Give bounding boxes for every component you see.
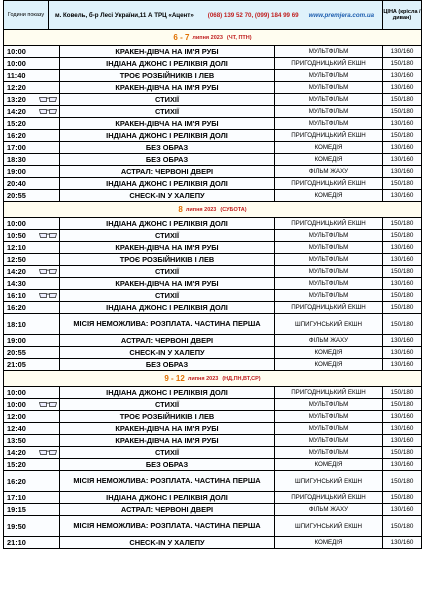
- date-header: [4, 202, 421, 218]
- 3d-glasses-icon: [39, 292, 57, 299]
- format-cell: [37, 46, 60, 57]
- 3d-glasses-icon: [39, 108, 57, 115]
- movie-title[interactable]: ТРОЄ РОЗБІЙНИКІВ І ЛЕВ: [60, 70, 275, 81]
- movie-genre: ФІЛЬМ ЖАХУ: [275, 335, 383, 346]
- movie-title[interactable]: КРАКЕН-ДІВЧА НА ІМ'Я РУБІ: [60, 278, 275, 289]
- showtime-row[interactable]: [4, 471, 421, 492]
- showtime-row[interactable]: [4, 242, 421, 254]
- showtime-row[interactable]: [4, 302, 421, 314]
- movie-title[interactable]: СТИХІЇ: [60, 230, 275, 241]
- showtime-row[interactable]: [4, 411, 421, 423]
- movie-title[interactable]: БЕЗ ОБРАЗ: [60, 142, 275, 153]
- movie-genre: ФІЛЬМ ЖАХУ: [275, 166, 383, 177]
- format-cell: [37, 411, 60, 422]
- showtime-time: 19:50: [7, 521, 26, 531]
- movie-genre: КОМЕДІЯ: [275, 190, 383, 201]
- ticket-price: 150/180: [390, 96, 414, 103]
- date-header: [4, 371, 421, 387]
- showtime-time: 14:20: [7, 267, 26, 276]
- showtime-row[interactable]: [4, 278, 421, 290]
- showtime-row[interactable]: [4, 516, 421, 537]
- showtime-row[interactable]: [4, 387, 421, 399]
- movie-genre: МУЛЬТФІЛЬМ: [275, 435, 383, 446]
- ticket-price: 130/160: [390, 168, 414, 175]
- movie-genre: КОМЕДІЯ: [275, 154, 383, 165]
- showtime-time: 11:40: [7, 71, 26, 80]
- schedule-page: [3, 0, 422, 549]
- showtime-list: [4, 46, 421, 202]
- cinema-info: [49, 1, 383, 29]
- format-cell: [37, 335, 60, 346]
- showtime-time: 19:15: [7, 505, 26, 514]
- format-cell: [37, 190, 60, 201]
- showtime-time: 10:00: [7, 219, 26, 228]
- movie-genre: МУЛЬТФІЛЬМ: [275, 242, 383, 253]
- movie-genre: ПРИГОДНИЦЬКИЙ ЕКШН: [275, 58, 383, 69]
- ticket-price: 130/160: [390, 437, 414, 444]
- showtime-row[interactable]: [4, 118, 421, 130]
- format-cell: [37, 314, 60, 334]
- movie-title[interactable]: БЕЗ ОБРАЗ: [60, 459, 275, 470]
- showtime-time: 14:20: [7, 107, 26, 116]
- movie-genre: МУЛЬТФІЛЬМ: [275, 106, 383, 117]
- ticket-price: 130/160: [390, 84, 414, 91]
- format-cell: [37, 154, 60, 165]
- movie-title[interactable]: МІСІЯ НЕМОЖЛИВА: РОЗПЛАТА. ЧАСТИНА ПЕРША: [60, 314, 275, 334]
- movie-title[interactable]: ІНДІАНА ДЖОНС І РЕЛІКВІЯ ДОЛІ: [60, 178, 275, 189]
- showtime-list: [4, 218, 421, 371]
- movie-genre: МУЛЬТФІЛЬМ: [275, 411, 383, 422]
- ticket-price: 130/160: [390, 413, 414, 420]
- showtime-time: 16:10: [7, 291, 26, 300]
- ticket-price: 150/180: [390, 401, 414, 408]
- showtime-time: 13:20: [7, 95, 26, 104]
- date-range: 9 - 12: [164, 374, 185, 383]
- showtime-time: 12:10: [7, 243, 26, 252]
- movie-title[interactable]: КРАКЕН-ДІВЧА НА ІМ'Я РУБІ: [60, 242, 275, 253]
- date-month: липня 2023: [187, 375, 219, 382]
- movie-genre: ШПИГУНСЬКИЙ ЕКШН: [275, 471, 383, 491]
- ticket-price: 130/160: [390, 349, 414, 356]
- showtime-time: 16:20: [7, 476, 26, 486]
- ticket-price: 130/160: [390, 156, 414, 163]
- showtime-time: 12:00: [7, 412, 26, 421]
- showtime-time: 10:00: [7, 59, 26, 68]
- movie-title[interactable]: ІНДІАНА ДЖОНС І РЕЛІКВІЯ ДОЛІ: [60, 130, 275, 141]
- showtime-row[interactable]: [4, 504, 421, 516]
- showtime-time: 14:30: [7, 279, 26, 288]
- ticket-price: 130/160: [390, 120, 414, 127]
- format-cell: [37, 178, 60, 189]
- format-cell: [37, 492, 60, 503]
- showtime-row[interactable]: [4, 190, 421, 202]
- date-section: [3, 30, 422, 202]
- showtime-row[interactable]: [4, 46, 421, 58]
- format-cell: [37, 302, 60, 313]
- showtime-row[interactable]: [4, 82, 421, 94]
- movie-genre: МУЛЬТФІЛЬМ: [275, 447, 383, 458]
- ticket-price: 130/160: [390, 361, 414, 368]
- movie-title[interactable]: CHECK-IN У ХАЛЕПУ: [60, 190, 275, 201]
- ticket-price: 150/180: [390, 292, 414, 299]
- showtime-row[interactable]: [4, 106, 421, 118]
- format-cell: [37, 278, 60, 289]
- showtime-time: 10:00: [7, 388, 26, 397]
- movie-genre: ШПИГУНСЬКИЙ ЕКШН: [275, 314, 383, 334]
- showtime-time: 16:20: [7, 131, 26, 140]
- ticket-price: 150/180: [390, 304, 414, 311]
- date-range: 8: [178, 205, 183, 214]
- showtime-row[interactable]: [4, 166, 421, 178]
- movie-title[interactable]: CHECK-IN У ХАЛЕПУ: [60, 537, 275, 548]
- showtime-row[interactable]: [4, 254, 421, 266]
- 3d-glasses-icon: [39, 268, 57, 275]
- movie-genre: МУЛЬТФІЛЬМ: [275, 399, 383, 410]
- movie-genre: МУЛЬТФІЛЬМ: [275, 266, 383, 277]
- format-cell: [37, 504, 60, 515]
- ticket-price: 130/160: [390, 461, 414, 468]
- ticket-price: 150/180: [390, 108, 414, 115]
- cinema-website[interactable]: www.premjera.com.ua: [308, 11, 375, 19]
- movie-title[interactable]: CHECK-IN У ХАЛЕПУ: [60, 347, 275, 358]
- format-cell: [37, 347, 60, 358]
- format-cell: [37, 142, 60, 153]
- ticket-price: 150/180: [390, 522, 414, 530]
- showtime-row[interactable]: [4, 435, 421, 447]
- date-header: [4, 30, 421, 46]
- movie-title[interactable]: ІНДІАНА ДЖОНС І РЕЛІКВІЯ ДОЛІ: [60, 58, 275, 69]
- showtime-row[interactable]: [4, 314, 421, 335]
- movie-genre: КОМЕДІЯ: [275, 359, 383, 370]
- showtime-row[interactable]: [4, 423, 421, 435]
- ticket-price: 130/160: [390, 192, 414, 199]
- schedule-body: [3, 30, 422, 549]
- showtime-row[interactable]: [4, 154, 421, 166]
- movie-title[interactable]: ТРОЄ РОЗБІЙНИКІВ І ЛЕВ: [60, 411, 275, 422]
- showtime-time: 12:40: [7, 424, 26, 433]
- showtime-row[interactable]: [4, 94, 421, 106]
- movie-genre: МУЛЬТФІЛЬМ: [275, 230, 383, 241]
- movie-title[interactable]: КРАКЕН-ДІВЧА НА ІМ'Я РУБІ: [60, 435, 275, 446]
- date-section: [3, 202, 422, 371]
- ticket-price: 150/180: [390, 389, 414, 396]
- format-cell: [37, 230, 60, 241]
- format-cell: [37, 387, 60, 398]
- format-cell: [37, 537, 60, 548]
- showtime-row[interactable]: [4, 70, 421, 82]
- movie-title[interactable]: СТИХІЇ: [60, 106, 275, 117]
- showtime-time: 17:00: [7, 143, 26, 152]
- movie-title[interactable]: КРАКЕН-ДІВЧА НА ІМ'Я РУБІ: [60, 118, 275, 129]
- movie-title[interactable]: АСТРАЛ: ЧЕРВОНІ ДВЕРІ: [60, 166, 275, 177]
- showtime-time: 15:20: [7, 119, 26, 128]
- movie-title[interactable]: СТИХІЇ: [60, 447, 275, 458]
- movie-genre: МУЛЬТФІЛЬМ: [275, 254, 383, 265]
- ticket-price: 150/180: [390, 494, 414, 501]
- movie-genre: ПРИГОДНИЦЬКИЙ ЕКШН: [275, 178, 383, 189]
- movie-title[interactable]: КРАКЕН-ДІВЧА НА ІМ'Я РУБІ: [60, 82, 275, 93]
- date-weekdays: (НД,ПН,ВТ,СР): [222, 375, 261, 382]
- ticket-price: 150/180: [390, 180, 414, 187]
- showtime-time: 10:00: [7, 47, 26, 56]
- date-weekdays: (ЧТ, ПТН): [226, 34, 252, 41]
- cinema-phones: (068) 139 52 70, (099) 184 99 69: [207, 11, 299, 19]
- showtime-row[interactable]: [4, 142, 421, 154]
- format-cell: [37, 516, 60, 536]
- ticket-price: 150/180: [390, 232, 414, 239]
- movie-title[interactable]: БЕЗ ОБРАЗ: [60, 359, 275, 370]
- movie-genre: ФІЛЬМ ЖАХУ: [275, 504, 383, 515]
- showtime-time: 21:10: [7, 538, 26, 547]
- showtime-row[interactable]: [4, 230, 421, 242]
- cinema-address: м. Ковель, б-р Лесі України,11 А ТРЦ «Ацент»: [55, 11, 194, 19]
- movie-title[interactable]: КРАКЕН-ДІВЧА НА ІМ'Я РУБІ: [60, 423, 275, 434]
- movie-genre: ПРИГОДНИЦЬКИЙ ЕКШН: [275, 218, 383, 229]
- movie-genre: ПРИГОДНИЦЬКИЙ ЕКШН: [275, 302, 383, 313]
- movie-genre: МУЛЬТФІЛЬМ: [275, 423, 383, 434]
- 3d-glasses-icon: [39, 449, 57, 456]
- showtime-time: 16:20: [7, 303, 26, 312]
- showtime-time: 17:10: [7, 493, 26, 502]
- movie-title[interactable]: ІНДІАНА ДЖОНС І РЕЛІКВІЯ ДОЛІ: [60, 302, 275, 313]
- showtime-time: 15:20: [7, 460, 26, 469]
- showtime-row[interactable]: [4, 266, 421, 278]
- showtime-row[interactable]: [4, 290, 421, 302]
- movie-genre: МУЛЬТФІЛЬМ: [275, 278, 383, 289]
- movie-title[interactable]: БЕЗ ОБРАЗ: [60, 154, 275, 165]
- format-cell: [37, 106, 60, 117]
- format-cell: [37, 471, 60, 491]
- date-month: липня 2023: [192, 34, 223, 41]
- ticket-price: 150/180: [390, 60, 414, 67]
- movie-genre: МУЛЬТФІЛЬМ: [275, 290, 383, 301]
- showtime-row[interactable]: [4, 359, 421, 371]
- format-cell: [37, 359, 60, 370]
- date-section: [3, 371, 422, 549]
- showtime-row[interactable]: [4, 537, 421, 549]
- format-cell: [37, 118, 60, 129]
- movie-genre: ШПИГУНСЬКИЙ ЕКШН: [275, 516, 383, 536]
- schedule-header: [3, 0, 422, 30]
- movie-genre: ПРИГОДНИЦЬКИЙ ЕКШН: [275, 387, 383, 398]
- ticket-price: 130/160: [390, 48, 414, 55]
- movie-title[interactable]: ІНДІАНА ДЖОНС І РЕЛІКВІЯ ДОЛІ: [60, 218, 275, 229]
- showtime-row[interactable]: [4, 347, 421, 359]
- 3d-glasses-icon: [39, 401, 57, 408]
- format-cell: [37, 290, 60, 301]
- movie-title[interactable]: МІСІЯ НЕМОЖЛИВА: РОЗПЛАТА. ЧАСТИНА ПЕРША: [60, 471, 275, 491]
- showtime-row[interactable]: [4, 447, 421, 459]
- movie-genre: МУЛЬТФІЛЬМ: [275, 118, 383, 129]
- movie-title[interactable]: МІСІЯ НЕМОЖЛИВА: РОЗПЛАТА. ЧАСТИНА ПЕРША: [60, 516, 275, 536]
- ticket-price: 150/180: [390, 449, 414, 456]
- date-weekdays: (СУБОТА): [220, 206, 247, 213]
- showtime-row[interactable]: [4, 492, 421, 504]
- movie-genre: МУЛЬТФІЛЬМ: [275, 70, 383, 81]
- format-cell: [37, 254, 60, 265]
- showtime-time: 19:00: [7, 167, 26, 176]
- 3d-glasses-icon: [39, 232, 57, 239]
- ticket-price: 150/180: [390, 220, 414, 227]
- price-column-header: ЦІНА (крісла / диван): [383, 8, 421, 21]
- showtime-row[interactable]: [4, 130, 421, 142]
- ticket-price: 130/160: [390, 256, 414, 263]
- movie-title[interactable]: АСТРАЛ: ЧЕРВОНІ ДВЕРІ: [60, 504, 275, 515]
- time-column-header: Години показу: [4, 1, 49, 29]
- movie-title[interactable]: КРАКЕН-ДІВЧА НА ІМ'Я РУБІ: [60, 46, 275, 57]
- format-cell: [37, 82, 60, 93]
- ticket-price: 130/160: [390, 337, 414, 344]
- format-cell: [37, 242, 60, 253]
- ticket-price: 150/180: [390, 268, 414, 275]
- movie-title[interactable]: СТИХІЇ: [60, 94, 275, 105]
- movie-title[interactable]: СТИХІЇ: [60, 399, 275, 410]
- showtime-time: 10:50: [7, 231, 26, 240]
- format-cell: [37, 447, 60, 458]
- showtime-row[interactable]: [4, 218, 421, 230]
- movie-title[interactable]: ІНДІАНА ДЖОНС І РЕЛІКВІЯ ДОЛІ: [60, 387, 275, 398]
- format-cell: [37, 58, 60, 69]
- movie-title[interactable]: СТИХІЇ: [60, 266, 275, 277]
- format-cell: [37, 435, 60, 446]
- showtime-time: 19:00: [7, 336, 26, 345]
- movie-genre: МУЛЬТФІЛЬМ: [275, 82, 383, 93]
- 3d-glasses-icon: [39, 96, 57, 103]
- showtime-time: 18:30: [7, 155, 26, 164]
- ticket-price: 130/160: [390, 244, 414, 251]
- ticket-price: 150/180: [390, 320, 414, 328]
- showtime-row[interactable]: [4, 399, 421, 411]
- movie-title[interactable]: ІНДІАНА ДЖОНС І РЕЛІКВІЯ ДОЛІ: [60, 492, 275, 503]
- movie-genre: КОМЕДІЯ: [275, 142, 383, 153]
- showtime-time: 13:50: [7, 436, 26, 445]
- format-cell: [37, 130, 60, 141]
- showtime-list: [4, 387, 421, 549]
- movie-title[interactable]: АСТРАЛ: ЧЕРВОНІ ДВЕРІ: [60, 335, 275, 346]
- format-cell: [37, 399, 60, 410]
- showtime-row[interactable]: [4, 335, 421, 347]
- format-cell: [37, 166, 60, 177]
- date-range: 6 - 7: [173, 33, 190, 42]
- ticket-price: 130/160: [390, 506, 414, 513]
- movie-title[interactable]: ТРОЄ РОЗБІЙНИКІВ І ЛЕВ: [60, 254, 275, 265]
- format-cell: [37, 459, 60, 470]
- ticket-price: 130/160: [390, 539, 414, 546]
- showtime-time: 20:55: [7, 348, 26, 357]
- showtime-time: 10:00: [7, 400, 26, 409]
- movie-genre: МУЛЬТФІЛЬМ: [275, 94, 383, 105]
- format-cell: [37, 70, 60, 81]
- movie-genre: МУЛЬТФІЛЬМ: [275, 46, 383, 57]
- showtime-row[interactable]: [4, 178, 421, 190]
- movie-genre: ПРИГОДНИЦЬКИЙ ЕКШН: [275, 492, 383, 503]
- format-cell: [37, 218, 60, 229]
- ticket-price: 130/160: [390, 144, 414, 151]
- showtime-time: 12:50: [7, 255, 26, 264]
- movie-genre: КОМЕДІЯ: [275, 459, 383, 470]
- movie-genre: КОМЕДІЯ: [275, 537, 383, 548]
- format-cell: [37, 94, 60, 105]
- format-cell: [37, 266, 60, 277]
- ticket-price: 130/160: [390, 72, 414, 79]
- showtime-time: 14:20: [7, 448, 26, 457]
- date-month: липня 2023: [185, 206, 217, 213]
- ticket-price: 130/160: [390, 280, 414, 287]
- showtime-time: 18:10: [7, 319, 26, 329]
- movie-genre: ПРИГОДНИЦЬКИЙ ЕКШН: [275, 130, 383, 141]
- showtime-time: 20:55: [7, 191, 26, 200]
- showtime-row[interactable]: [4, 58, 421, 70]
- showtime-time: 20:40: [7, 179, 26, 188]
- showtime-time: 21:05: [7, 360, 26, 369]
- movie-genre: КОМЕДІЯ: [275, 347, 383, 358]
- ticket-price: 150/180: [390, 477, 414, 485]
- format-cell: [37, 423, 60, 434]
- ticket-price: 150/180: [390, 132, 414, 139]
- movie-title[interactable]: СТИХІЇ: [60, 290, 275, 301]
- showtime-row[interactable]: [4, 459, 421, 471]
- showtime-time: 12:20: [7, 83, 26, 92]
- ticket-price: 130/160: [390, 425, 414, 432]
